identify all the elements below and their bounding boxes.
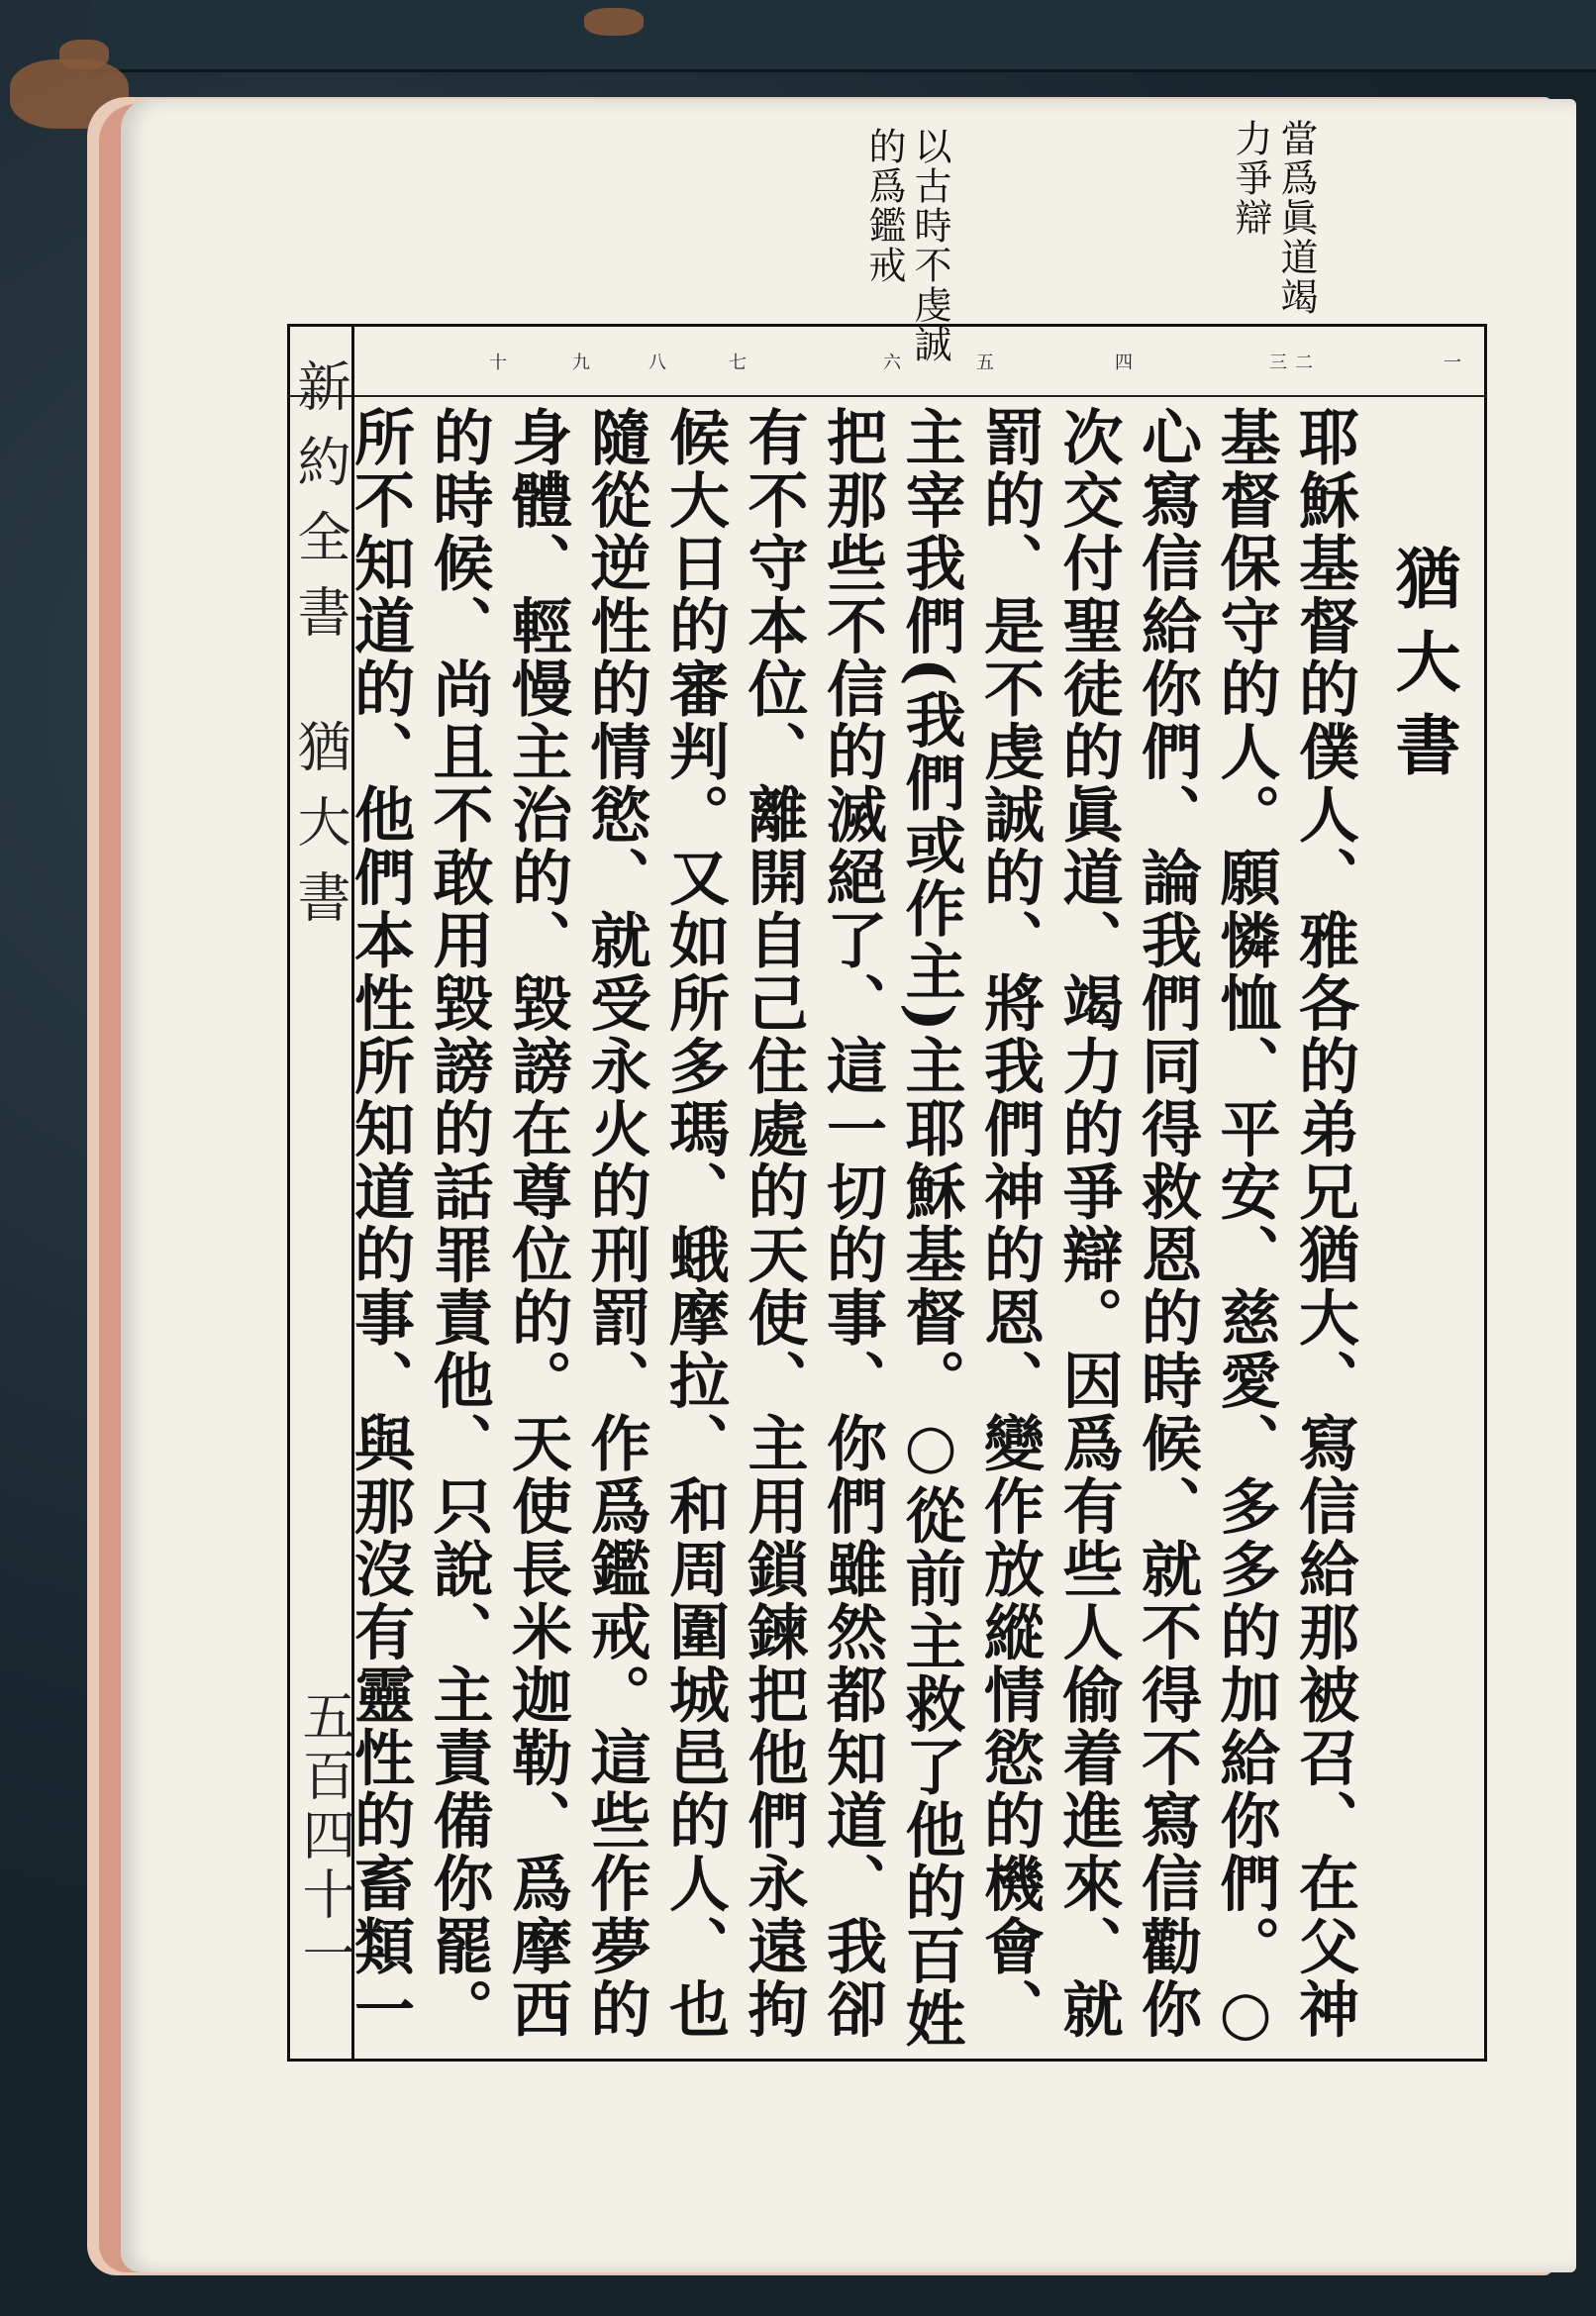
verse-marker: 五 — [976, 352, 994, 373]
text-column: 身體、輕慢主治的、毀謗在尊位的。天使長米迦勒、爲摩西 — [502, 406, 572, 2041]
running-head-chapter: 猶大書 — [289, 719, 351, 945]
text-column: 有不守本位、離開自己住處的天使、主用鎖鍊把他們永遠拘 — [738, 406, 809, 2041]
text-column: 基督保守的人。願憐恤、平安、慈愛、多多的加給你們。○ — [1210, 406, 1281, 2051]
text-column: 心寫信給你們、論我們同得救恩的時候、就不得不寫信勸你 — [1132, 406, 1202, 2041]
verse-marker: 六 — [883, 352, 901, 373]
verse-marker: 十 — [489, 352, 507, 373]
cover-wear-mark — [59, 40, 109, 69]
running-head — [282, 358, 358, 1052]
text-column: 罰的、是不虔誠的、將我們神的恩、變作放縱情慾的機會、 — [974, 406, 1045, 2041]
verse-marker: 九 — [572, 352, 590, 373]
verse-marker: 二 — [1295, 352, 1313, 373]
side-note-left: 以古時不虔誠的爲鑑戒 — [862, 127, 951, 364]
text-column: 的時候、尚且不敢用毀謗的話罪責他、只說、主責備你罷。 — [423, 406, 494, 2041]
text-column: 把那些不信的滅絕了、這一切的事、你們雖然都知道、我卻 — [817, 406, 887, 2041]
page-number: 五百四十一 — [294, 1688, 356, 1985]
verse-marker: 七 — [729, 352, 747, 373]
side-note-right: 當爲眞道竭力爭辯 — [1229, 119, 1318, 317]
cover-wear-mark — [584, 8, 644, 36]
text-column: 所不知道的、他們本性所知道的事、與那沒有靈性的畜類一 — [345, 406, 415, 2041]
text-column: 候大日的審判。又如所多瑪、蛾摩拉、和周圍城邑的人、也 — [659, 406, 730, 2041]
verse-marker: 八 — [648, 352, 666, 373]
verse-marker: 三 — [1269, 352, 1287, 373]
text-column: 主宰我們(我們或作主)主耶穌基督。○從前主救了他的百姓 — [895, 406, 966, 2051]
running-head-book: 新約全書 — [289, 358, 351, 659]
verse-marker: 四 — [1115, 352, 1133, 373]
text-column: 次交付聖徒的眞道、竭力的爭辯。因爲有些人偷着進來、就 — [1052, 406, 1124, 2041]
verse-marker: 一 — [1444, 352, 1461, 373]
text-column: 隨從逆性的情慾、就受永火的刑罰、作爲鑑戒。這些作夢的 — [580, 406, 651, 2041]
cover-top-edge — [89, 0, 1596, 72]
text-column: 耶穌基督的僕人、雅各的弟兄猶大、寫信給那被召、在父神 — [1289, 406, 1359, 2041]
book-title: 猶大書 — [1384, 545, 1461, 794]
